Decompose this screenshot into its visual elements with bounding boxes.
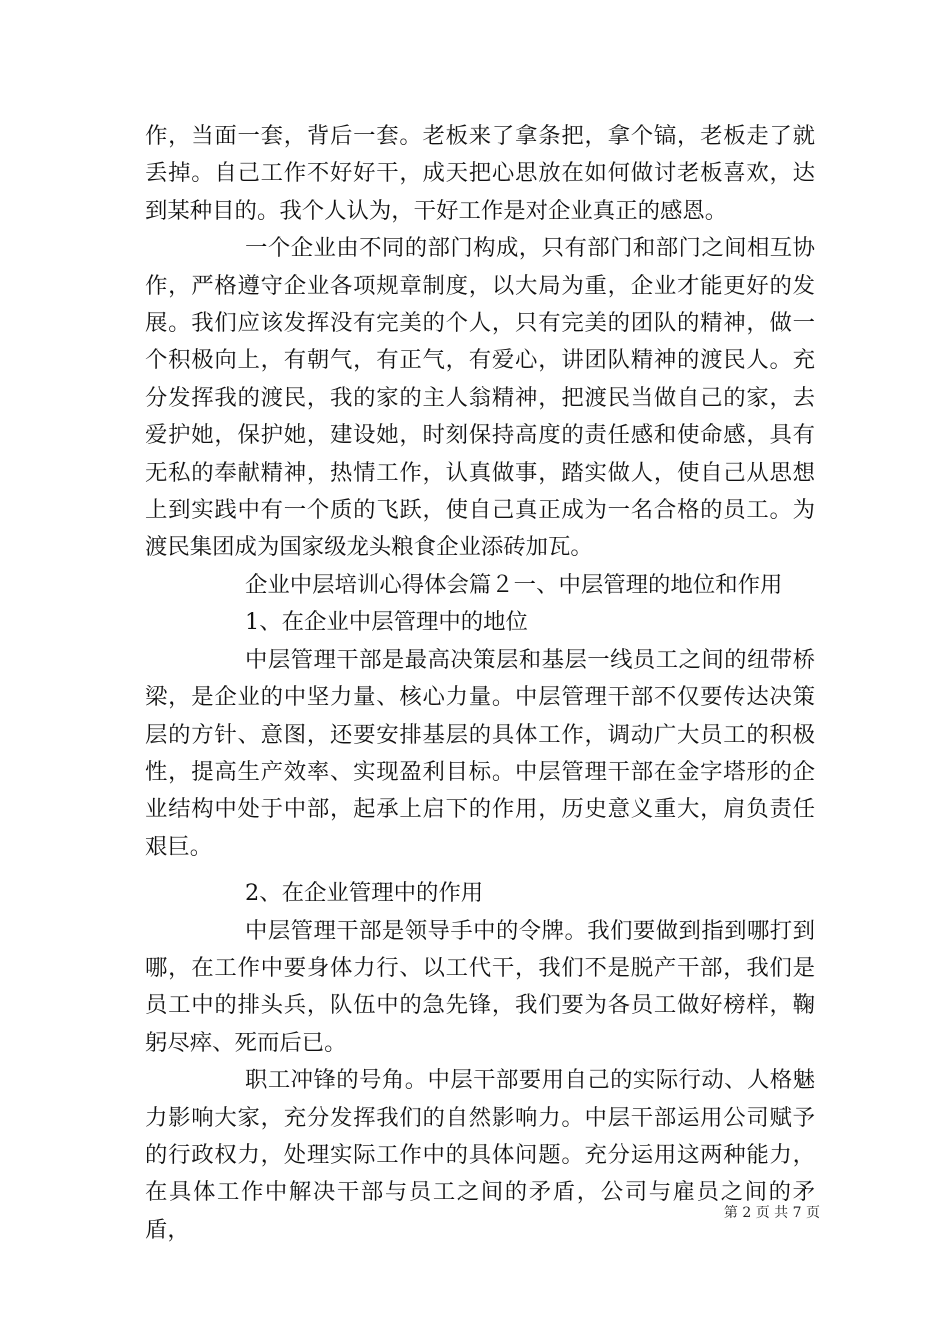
section-heading-article-2: 企业中层培训心得体会篇２一、中层管理的地位和作用	[245, 571, 783, 598]
paragraph-position: 中层管理干部是最高决策层和基层一线员工之间的纽带桥梁，是企业的中坚力量、核心力量。中层管理干部不仅要传达决策层的方针、意图，还要安排基层的具体工作，调动广大员工的积极性，提高生产效率、实现盈利目标。中层管理干部在金字塔形的企业结构中处于中部，起承上启下的作用，历史意义重大，肩负责任艰巨。	[145, 646, 815, 860]
page-number: 第 2 页 共 7 页	[723, 1205, 820, 1221]
document-body	[145, 118, 815, 1249]
paragraph-role-token: 中层管理干部是领导手中的令牌。我们要做到指到哪打到哪，在工作中要身体力行、以工代干，我们不是脱产干部，我们是员工中的排头兵，队伍中的急先锋，我们要为各员工做好榜样，鞠躬尽瘁、死而后已。	[145, 917, 815, 1056]
paragraph-teamwork: 一个企业由不同的部门构成，只有部门和部门之间相互协作，严格遵守企业各项规章制度，以大局为重，企业才能更好的发展。我们应该发挥没有完美的个人，只有完美的团队的精神，做一个积极向上，有朝气，有正气，有爱心，讲团队精神的渡民人。充分发挥我的渡民，我的家的主人翁精神，把渡民当做自己的家，去爱护她，保护她，建设她，时刻保持高度的责任感和使命感，具有无私的奉献精神，热情工作，认真做事，踏实做人，使自己从思想上到实践中有一个质的飞跃，使自己真正成为一名合格的员工。为渡民集团成为国家级龙头粮食企业添砖加瓦。	[145, 235, 815, 561]
paragraph-continuation: 作，当面一套，背后一套。老板来了拿条把，拿个镐，老板走了就丢掉。自己工作不好好干，成天把心思放在如何做讨老板喜欢，达到某种目的。我个人认为，干好工作是对企业真正的感恩。	[145, 123, 815, 224]
subheading-role: 2、在企业管理中的作用	[245, 880, 484, 907]
paragraph-role-bugle: 职工冲锋的号角。中层干部要用自己的实际行动、人格魅力影响大家，充分发挥我们的自然影响力。中层干部运用公司赋予的行政权力，处理实际工作中的具体问题。充分运用这两种能力，在具体工作中解决干部与员工之间的矛盾，公司与雇员之间的矛盾，	[145, 1067, 815, 1243]
subheading-position: 1、在企业中层管理中的地位	[245, 609, 528, 636]
